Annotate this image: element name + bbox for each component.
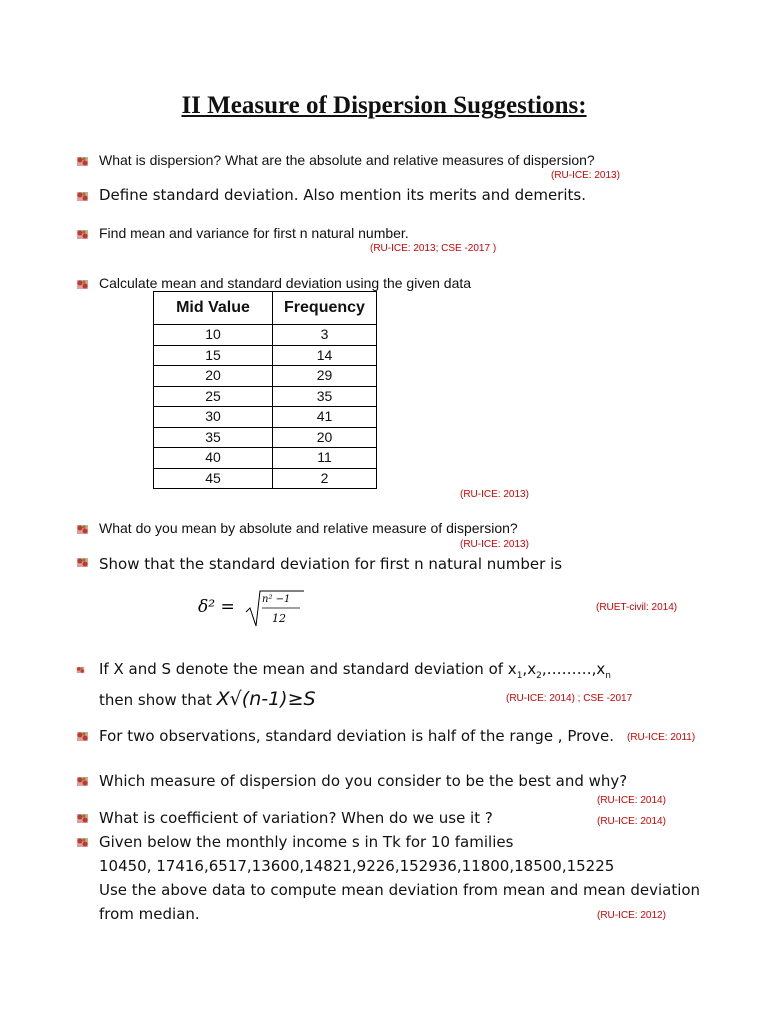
question-text: If X and S denote the mean and standard deviation of $x_1,x_2,\dots\dots\dots,x_n$ [99,660,611,681]
question-text: Find mean and variance for first n natural number. [99,225,409,241]
flower-bullet-icon [76,156,89,167]
frequency-cell: 14 [273,345,377,366]
flower-bullet-icon [76,279,89,290]
flower-bullet-icon [76,837,89,848]
table-row [154,427,377,448]
question-text: then show that X√(n-1)≥S [99,688,316,710]
table-header-mid-value: Mid Value [154,292,273,325]
question-text: Use the above data to compute mean deviation from mean and mean deviation [99,881,701,899]
table-header-frequency: Frequency [273,292,377,325]
source-label: (RU-ICE: 2011) [627,732,696,743]
mid-value-cell: 20 [154,366,273,387]
flower-bullet-icon [76,191,89,202]
formula-inequality: X√(n-1)≥S [216,688,316,710]
question-text: For two observations, standard deviation is half of the range , Prove. [99,727,615,745]
source-label: (RU-ICE: 2014) ; CSE -2017 [506,693,633,704]
table-row [154,448,377,469]
question-text: Show that the standard deviation for first n natural number is [99,555,563,573]
formula-numerator: n² −1 [262,594,291,605]
frequency-cell: 29 [273,366,377,387]
formula-sd-natural-numbers [196,588,306,628]
formula-lhs: δ² = [198,597,235,617]
flower-bullet-icon [76,229,89,240]
income-values: 10450, 17416,6517,13600,14821,9226,152936,11800,18500,15225 [99,857,615,875]
source-label: (RU-ICE: 2012) [597,910,666,921]
source-label: (RU-ICE: 2013; CSE -2017 ) [370,243,497,254]
question-text: What is dispersion? What are the absolute and relative measures of dispersion? [99,152,595,168]
data-table [153,291,377,489]
mid-value-cell: 25 [154,386,273,407]
flower-bullet-icon [76,666,85,674]
frequency-cell: 41 [273,407,377,428]
source-label: (RU-ICE: 2014) [597,816,666,827]
mid-value-cell: 30 [154,407,273,428]
frequency-cell: 2 [273,468,377,489]
flower-bullet-icon [76,731,89,742]
formula-denominator: 12 [272,612,286,625]
source-label: (RUET-civil: 2014) [596,602,678,613]
table-row [154,386,377,407]
source-label: (RU-ICE: 2013) [460,489,529,500]
question-text: Which measure of dispersion do you consider to be the best and why? [99,772,628,790]
question-text: Given below the monthly income s in Tk for 10 families [99,833,514,851]
flower-bullet-icon [76,776,89,787]
mid-value-cell: 40 [154,448,273,469]
question-text: Define standard deviation. Also mention its merits and demerits. [99,186,586,204]
question-text: What is coefficient of variation? When do we use it ? [99,809,493,827]
frequency-cell: 11 [273,448,377,469]
mid-value-cell: 10 [154,325,273,346]
table-row [154,325,377,346]
source-label: (RU-ICE: 2013) [460,539,529,550]
table-row [154,345,377,366]
page-title: II Measure of Dispersion Suggestions: [181,92,587,119]
flower-bullet-icon [76,557,89,568]
question-text: Calculate mean and standard deviation using the given data [99,275,472,291]
table-row [154,468,377,489]
flower-bullet-icon [76,813,89,824]
mid-value-cell: 45 [154,468,273,489]
mid-value-cell: 35 [154,427,273,448]
question-text: from median. [99,905,200,923]
table-row [154,366,377,387]
mid-value-cell: 15 [154,345,273,366]
frequency-cell: 3 [273,325,377,346]
frequency-cell: 20 [273,427,377,448]
source-label: (RU-ICE: 2013) [551,170,620,181]
frequency-cell: 35 [273,386,377,407]
source-label: (RU-ICE: 2014) [597,795,666,806]
flower-bullet-icon [76,524,89,535]
table-row [154,407,377,428]
question-text: What do you mean by absolute and relative measure of dispersion? [99,520,518,536]
